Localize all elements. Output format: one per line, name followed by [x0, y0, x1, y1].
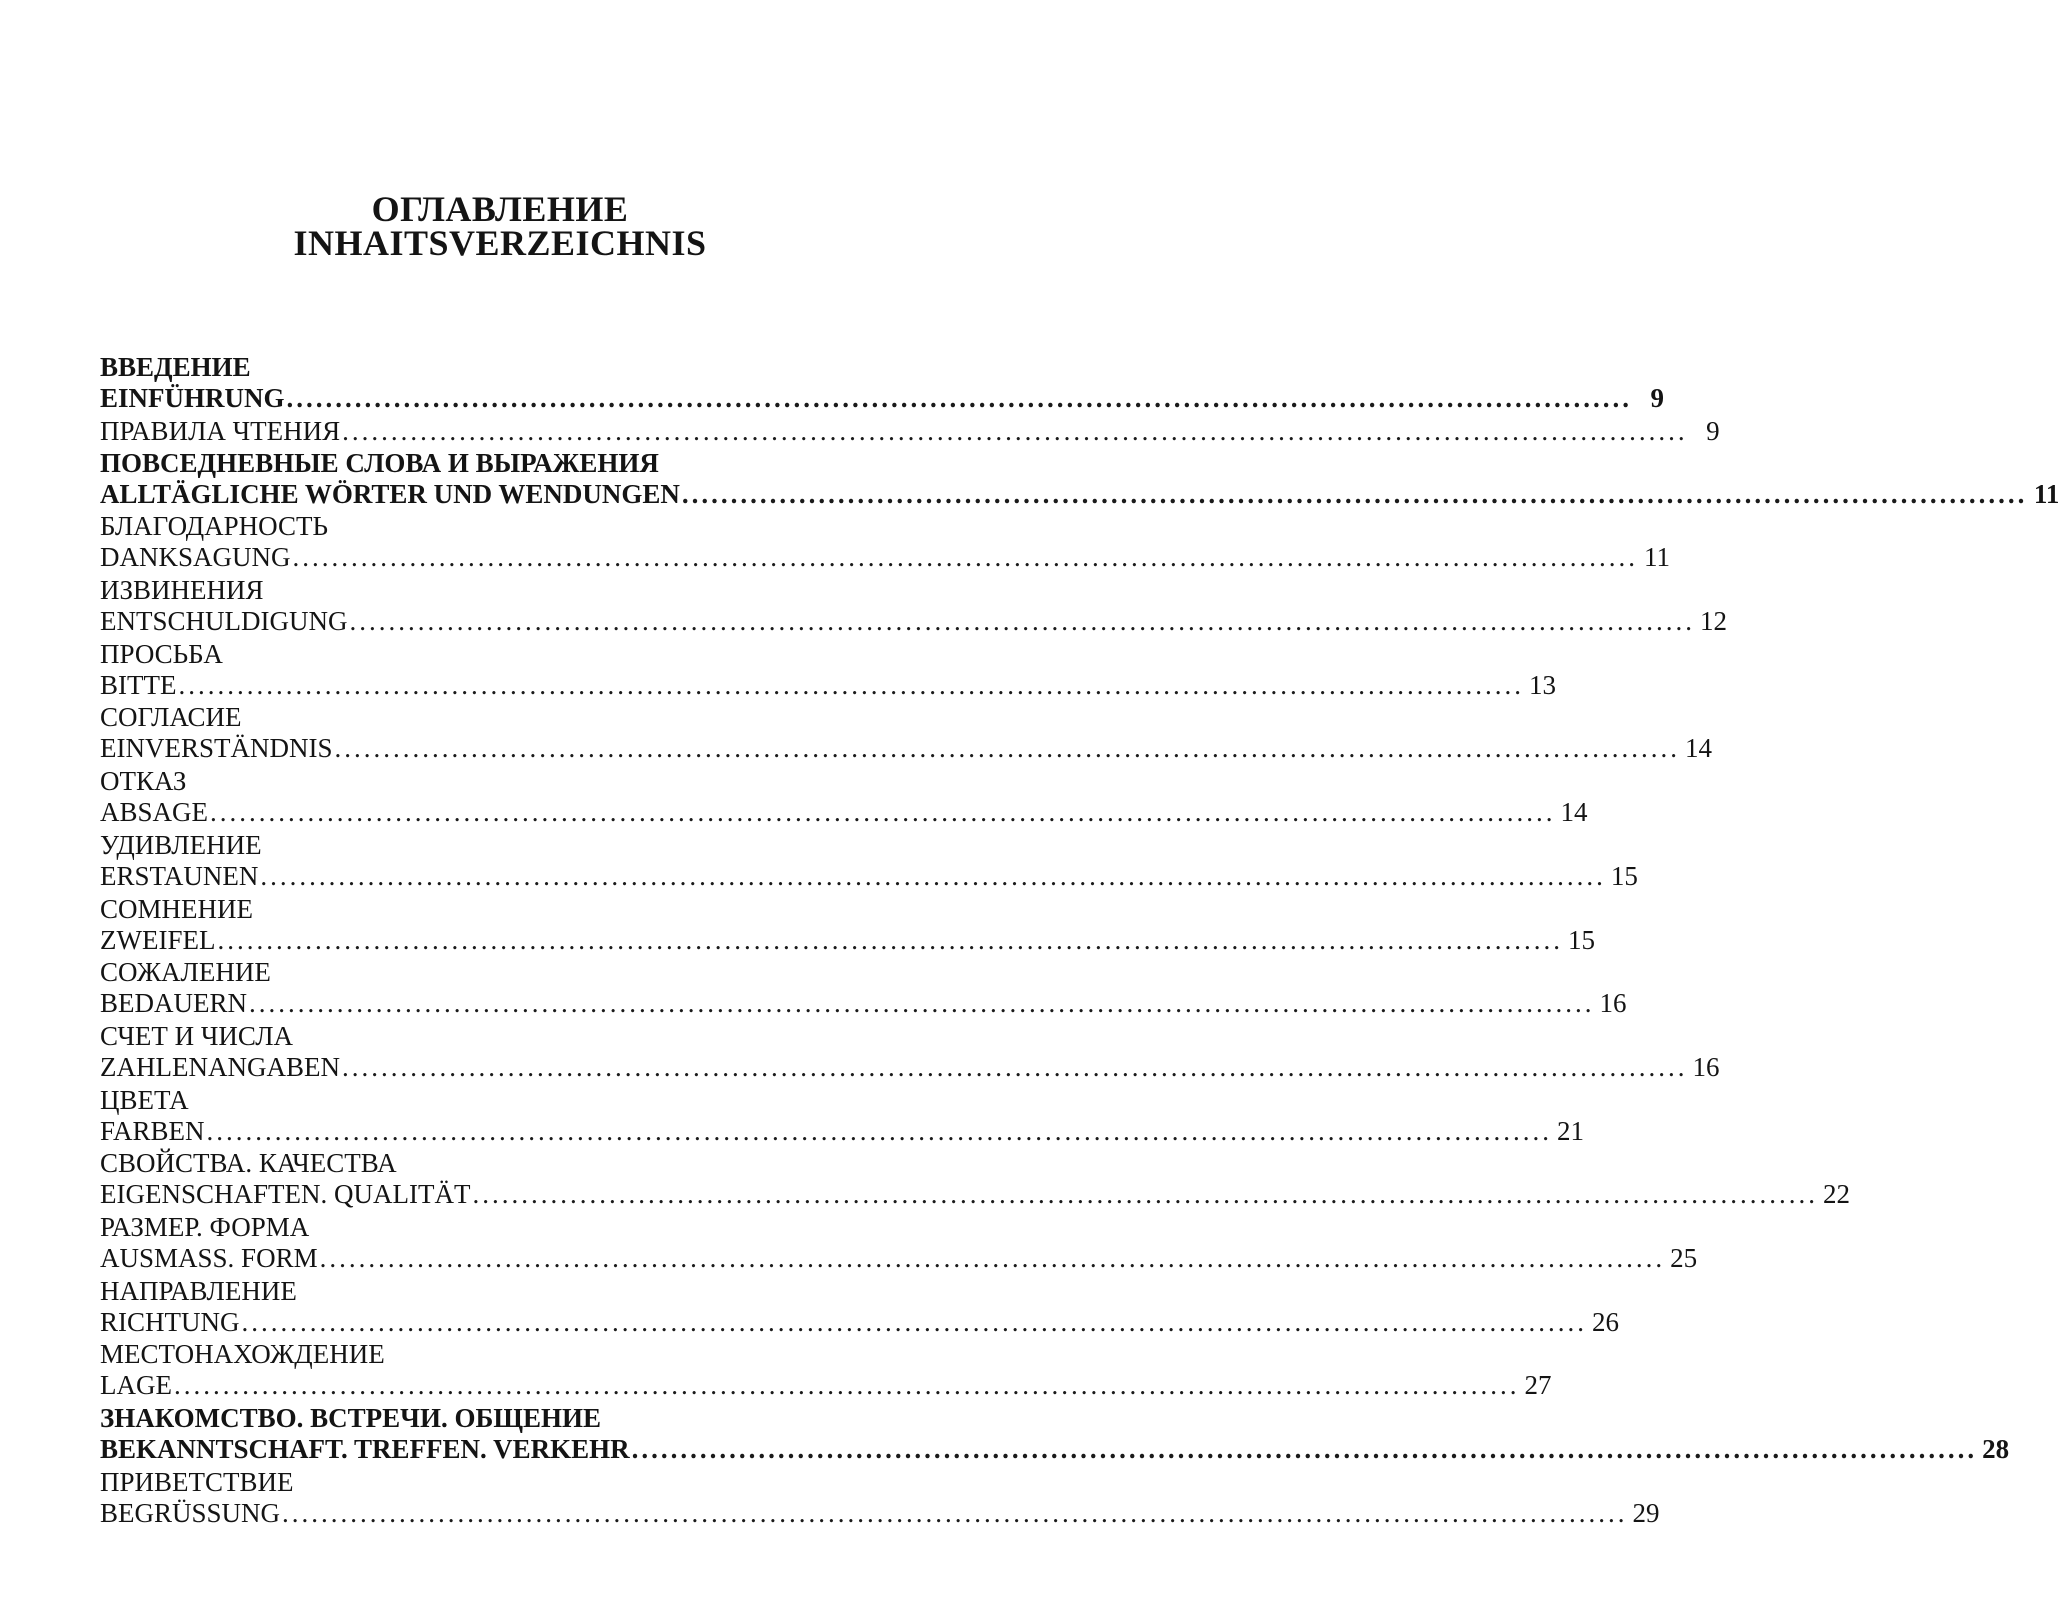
- dot-leader: ..........................................................................................................................................: [206, 1115, 1553, 1146]
- toc-entry-title-de: EIGENSCHAFTEN. QUALITÄT: [100, 1179, 471, 1210]
- toc-entry-line: [100, 860, 1638, 891]
- dot-leader: ..........................................................................................................................................: [241, 1306, 1587, 1337]
- toc-entry: [100, 447, 2059, 512]
- page-title-ru: ОГЛАВЛЕНИЕ: [371, 189, 629, 229]
- toc-entry-line: [100, 733, 1712, 764]
- toc-entry: [100, 1275, 1619, 1340]
- toc-entry-page-number: 21: [1557, 1115, 1585, 1146]
- toc-entry-page-number: 16: [1599, 988, 1627, 1019]
- toc-entry-title-ru: НАПРАВЛЕНИЕ: [100, 1275, 297, 1306]
- toc-entry-title-ru: ПРОСЬБА: [100, 638, 223, 669]
- toc-entry-title-de: AUSMASS. FORM: [100, 1242, 318, 1273]
- toc-entry-page-number: 9: [1650, 383, 1665, 413]
- toc-entry-title-de: ABSAGE: [100, 797, 209, 828]
- toc-entry-line: [100, 1115, 1585, 1146]
- toc-entry: [100, 1148, 1850, 1212]
- dot-leader: ..........................................................................................................................................: [282, 1497, 1628, 1528]
- toc-entry: [100, 511, 1671, 575]
- toc-entry: [100, 638, 1556, 703]
- toc-entry-page-number: 26: [1592, 1306, 1619, 1337]
- toc-entry-page-number: 15: [1610, 860, 1638, 891]
- dot-leader: ..........................................................................................................................................: [260, 860, 1606, 891]
- toc-entry-title-de: ПРАВИЛА ЧТЕНИЯ: [100, 415, 341, 446]
- toc-entry-title-de: ZAHLENANGABEN: [100, 1051, 340, 1082]
- toc-entry: [100, 415, 1720, 448]
- toc-entry-line: [100, 1497, 1660, 1528]
- dot-leader: ..........................................................................................................................................: [472, 1179, 1818, 1210]
- toc-entry-line: [100, 1306, 1619, 1337]
- dot-leader: ..........................................................................................................................................: [319, 1242, 1666, 1273]
- toc-entry-page-number: 25: [1670, 1242, 1698, 1273]
- toc-entry-title-ru: СЧЕТ И ЧИСЛА: [100, 1020, 294, 1051]
- toc-entry: [100, 1339, 1552, 1403]
- toc-entry: [100, 1211, 1698, 1276]
- toc-entry-title-ru: ЦВЕТА: [100, 1084, 189, 1115]
- dot-leader: ..........................................................................................................................................: [334, 733, 1680, 764]
- toc-entry-title-de: RICHTUNG: [100, 1306, 240, 1337]
- table-of-contents: [100, 352, 2059, 1530]
- toc-entry-title-de: BEGRÜSSUNG: [100, 1497, 281, 1528]
- toc-entry-title-de: EINVERSTÄNDNIS: [100, 733, 333, 764]
- page-title-de: INHAITSVERZEICHNIS: [293, 223, 707, 263]
- toc-entry-title-de: BEKANNTSCHAFT. TREFFEN. VERKEHR: [100, 1434, 630, 1464]
- toc-entry-title-ru: РАЗМЕР. ФОРМА: [100, 1211, 310, 1242]
- toc-entry-line: [100, 478, 2059, 509]
- toc-entry-line: [100, 383, 1665, 413]
- toc-entry-title-de: ZWEIFEL: [100, 924, 216, 955]
- dot-leader: ..........................................................................................................................................: [178, 669, 1524, 700]
- dot-leader: ..........................................................................................................................................: [349, 606, 1695, 637]
- toc-entry-page-number: 14: [1560, 797, 1588, 828]
- toc-entry-line: [100, 1370, 1552, 1401]
- toc-entry-title-de: EINFÜHRUNG: [100, 383, 285, 413]
- toc-entry-title-de: BITTE: [100, 669, 177, 700]
- toc-entry-title-de: BEDAUERN: [100, 988, 247, 1019]
- toc-entry-page-number: 27: [1524, 1370, 1552, 1401]
- toc-entry-line: [100, 988, 1627, 1019]
- toc-entry-line: [100, 415, 1720, 446]
- toc-entry-title-ru: МЕСТОНАХОЖДЕНИЕ: [100, 1339, 385, 1370]
- toc-entry-title-ru: СОМНЕНИЕ: [100, 893, 253, 924]
- toc-entry-title-de: DANKSAGUNG: [100, 542, 291, 573]
- toc-entry: [100, 702, 1712, 766]
- toc-entry: [100, 957, 1627, 1021]
- dot-leader: ..........................................................................................................................................: [631, 1434, 1978, 1464]
- toc-entry: [100, 1403, 2010, 1467]
- toc-entry-title-ru: ПОВСЕДНЕВНЫЕ СЛОВА И ВЫРАЖЕНИЯ: [100, 447, 659, 478]
- toc-entry-line: [100, 924, 1595, 955]
- toc-entry-page-number: 14: [1685, 733, 1712, 764]
- toc-entry-title-ru: СВОЙСТВА. КАЧЕСТВА: [100, 1148, 397, 1179]
- toc-entry-title-ru: БЛАГОДАРНОСТЬ: [100, 511, 328, 542]
- toc-entry-line: [100, 797, 1588, 828]
- toc-entry-page-number: 12: [1699, 606, 1727, 637]
- toc-entry-page-number: 9: [1706, 415, 1720, 446]
- toc-entry-title-de: LAGE: [100, 1370, 172, 1401]
- toc-entry-line: [100, 606, 1727, 637]
- toc-entry-title-de: ALLTÄGLICHE WÖRTER UND WENDUNGEN: [100, 478, 680, 509]
- toc-entry-page-number: 16: [1692, 1051, 1720, 1082]
- toc-entry: [100, 1466, 1660, 1531]
- toc-entry: [100, 1020, 1720, 1085]
- toc-entry-page-number: 22: [1822, 1179, 1850, 1210]
- dot-leader: ..........................................................................................................................................: [342, 415, 1688, 446]
- dot-leader: ..........................................................................................................................................: [173, 1370, 1520, 1401]
- toc-entry-title-de: ENTSCHULDIGUNG: [100, 606, 348, 637]
- toc-entry-title-ru: СОЖАЛЕНИЕ: [100, 957, 271, 988]
- toc-entry-line: [100, 669, 1556, 700]
- toc-entry: [100, 575, 1727, 639]
- toc-entry-page-number: 11: [2033, 478, 2059, 509]
- toc-entry: [100, 1084, 1585, 1149]
- toc-entry-page-number: 15: [1567, 924, 1595, 955]
- toc-entry-page-number: 11: [1644, 542, 1671, 573]
- toc-entry-title-ru: УДИВЛЕНИЕ: [100, 829, 262, 860]
- dot-leader: ..........................................................................................................................................: [292, 542, 1639, 573]
- toc-entry-title-de: FARBEN: [100, 1115, 205, 1146]
- toc-entry-page-number: 13: [1528, 669, 1556, 700]
- toc-entry-title-de: ERSTAUNEN: [100, 860, 259, 891]
- toc-entry-line: [100, 1179, 1850, 1210]
- toc-entry-page-number: 28: [1982, 1434, 2010, 1464]
- toc-entry-title-ru: ОТКАЗ: [100, 766, 187, 797]
- toc-entry-page-number: 29: [1632, 1497, 1660, 1528]
- dot-leader: ..........................................................................................................................................: [341, 1051, 1688, 1082]
- dot-leader: ..........................................................................................................................................: [286, 383, 1633, 413]
- toc-entry-line: [100, 1051, 1720, 1082]
- toc-entry-line: [100, 542, 1671, 573]
- toc-entry: [100, 766, 1588, 830]
- toc-entry-title-ru: СОГЛАСИЕ: [100, 702, 242, 733]
- dot-leader: ..........................................................................................................................................: [681, 478, 2028, 509]
- toc-entry-line: [100, 1242, 1698, 1273]
- toc-entry-line: [100, 1434, 2010, 1464]
- toc-entry-title-ru: ПРИВЕТСТВИЕ: [100, 1466, 294, 1497]
- toc-entry: [100, 352, 1665, 416]
- toc-entry-title-ru: ВВЕДЕНИЕ: [100, 352, 251, 382]
- dot-leader: ..........................................................................................................................................: [249, 988, 1595, 1019]
- toc-entry-title-ru: ИЗВИНЕНИЯ: [100, 575, 264, 606]
- dot-leader: ..........................................................................................................................................: [210, 797, 1556, 828]
- toc-entry: [100, 893, 1595, 958]
- dot-leader: ..........................................................................................................................................: [217, 924, 1563, 955]
- toc-entry-title-ru: ЗНАКОМСТВО. ВСТРЕЧИ. ОБЩЕНИЕ: [100, 1403, 602, 1433]
- toc-entry: [100, 829, 1638, 894]
